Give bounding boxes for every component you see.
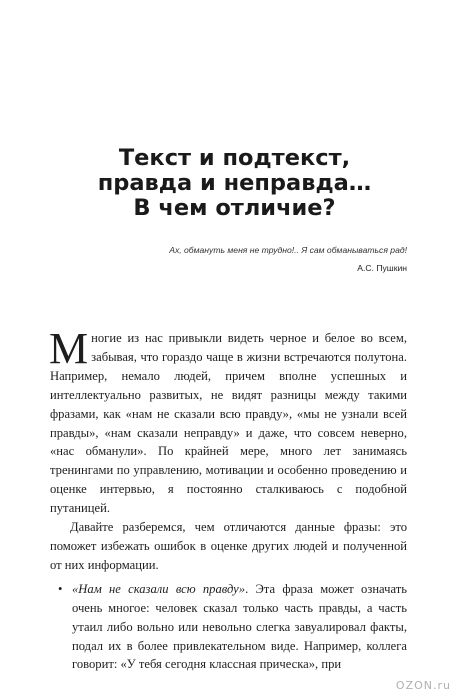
epigraph-quote: Ах, обмануть меня не трудно!.. Я сам обманываться рад!: [169, 245, 407, 255]
watermark: OZON.ru: [395, 679, 451, 692]
epigraph: [169, 245, 407, 273]
epigraph-author: А.С. Пушкин: [357, 263, 407, 273]
drop-cap: М: [49, 324, 89, 373]
paragraph-1-text: ногие из нас привыкли видеть черное и белое во всем, забывая, что гораздо чаще в жизни встречаются полутона. Например, немало людей, причем вполне успешных и интеллектуально развитых, не видят разницы между такими фразами, как «нам не сказали всю правду», «мы не узнали всей правды», «нам сказали неправду» и даже, что совсем неверно, «нас обманули». По крайней мере, много лет занимаясь тренингами по управлению, мотивации и особенно проведению и оценке интервью, я постоянно сталкиваюсь с подобной путаницей.: [50, 331, 407, 516]
paragraph-2: Давайте разберемся, чем отличаются данные фразы: это поможет избежать ошибок в оценке других людей и полученной от них информации.: [50, 520, 407, 572]
chapter-title: [60, 146, 409, 221]
chapter-title-line-1: Текст и подтекст,: [118, 145, 351, 171]
chapter-title-line-3: В чем отличие?: [133, 195, 336, 221]
body-text: [49, 324, 407, 674]
chapter-title-line-2: правда и неправда…: [97, 170, 372, 196]
bullet-item: [50, 580, 407, 675]
paragraph-1: [49, 324, 407, 518]
bullet-italic-phrase: «Нам не сказали всю правду»: [72, 581, 246, 596]
bullet-text: . Эта фраза может означать очень многое: человек сказал только часть правды, а часть утаил либо вольно или невольно слегка завуалировал факты, подал их в более привлекательном виде. Например, коллега говорит: «У тебя сегодня классная прическа», при: [72, 581, 407, 672]
bullet-icon: •: [58, 581, 63, 596]
